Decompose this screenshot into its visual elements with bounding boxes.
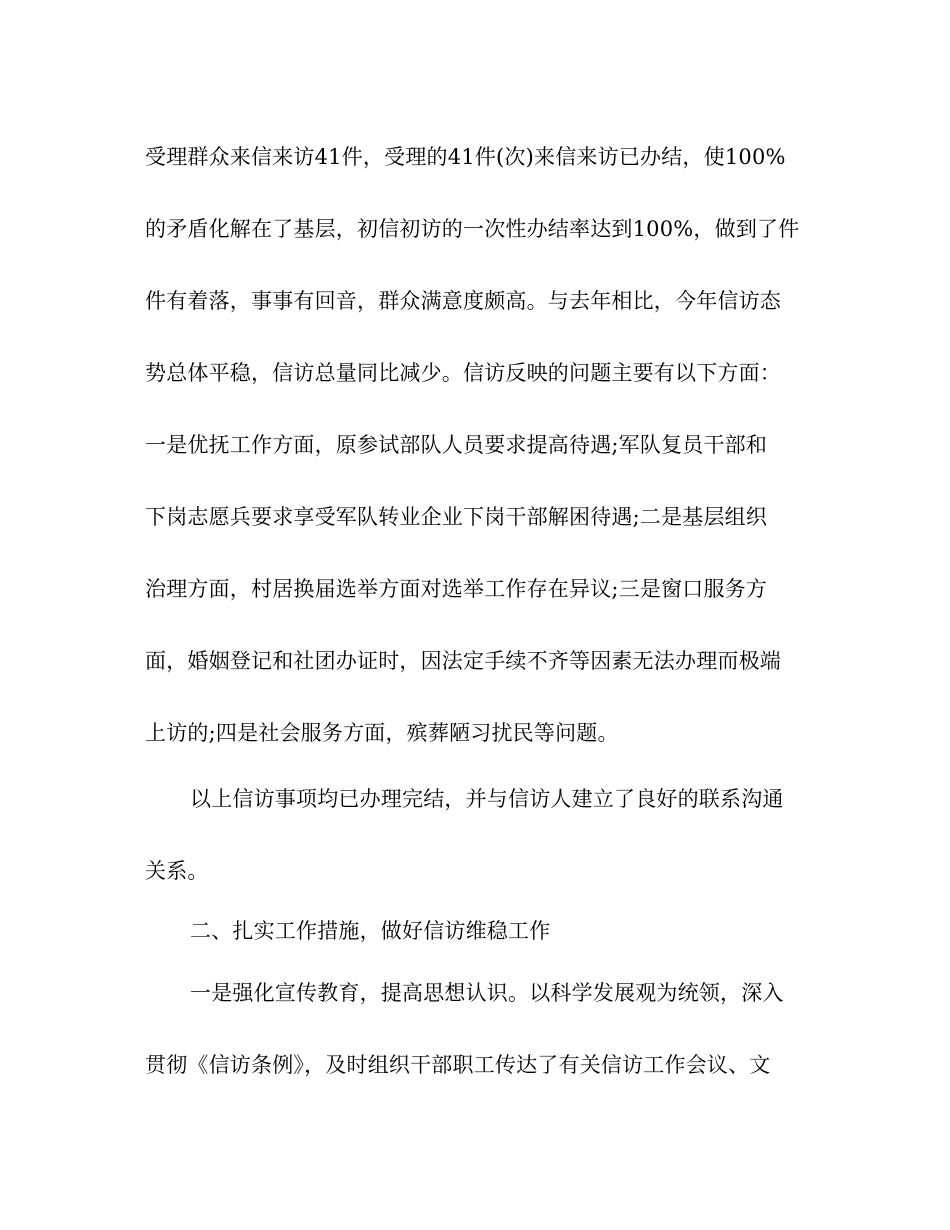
paragraph-line: 上访的;四是社会服务方面，殡葬陋习扰民等问题。 (145, 721, 619, 745)
paragraph-line: 一是优抚工作方面，原参试部队人员要求提高待遇;军队复员干部和 (145, 433, 768, 457)
paragraph-line: 以上信访事项均已办理完结，并与信访人建立了良好的联系沟通 (190, 787, 784, 811)
paragraph-line: 关系。 (145, 859, 209, 883)
paragraph-line: 受理群众来信来访41件，受理的41件(次)来信来访已办结，使100% (145, 145, 786, 169)
paragraph-line: 势总体平稳，信访总量同比减少。信访反映的问题主要有以下方面： (145, 361, 781, 385)
paragraph-line: 治理方面，村居换届选举方面对选举工作存在异议;三是窗口服务方 (145, 577, 768, 601)
paragraph-line: 的矛盾化解在了基层，初信初访的一次性办结率达到100%，做到了件 (145, 217, 800, 241)
section-heading: 二、扎实工作措施，做好信访维稳工作 (190, 919, 551, 943)
paragraph-line: 贯彻《信访条例》，及时组织干部职工传达了有关信访工作会议、文 (145, 1053, 771, 1077)
paragraph-line: 一是强化宣传教育，提高思想认识。以科学发展观为统领，深入 (190, 981, 784, 1005)
paragraph-line: 面，婚姻登记和社团办证时，因法定手续不齐等因素无法办理而极端 (145, 649, 781, 673)
paragraph-line: 件有着落，事事有回音，群众满意度颇高。与去年相比，今年信访态 (145, 289, 781, 313)
paragraph-line: 下岗志愿兵要求享受军队转业企业下岗干部解困待遇;二是基层组织 (145, 505, 768, 529)
